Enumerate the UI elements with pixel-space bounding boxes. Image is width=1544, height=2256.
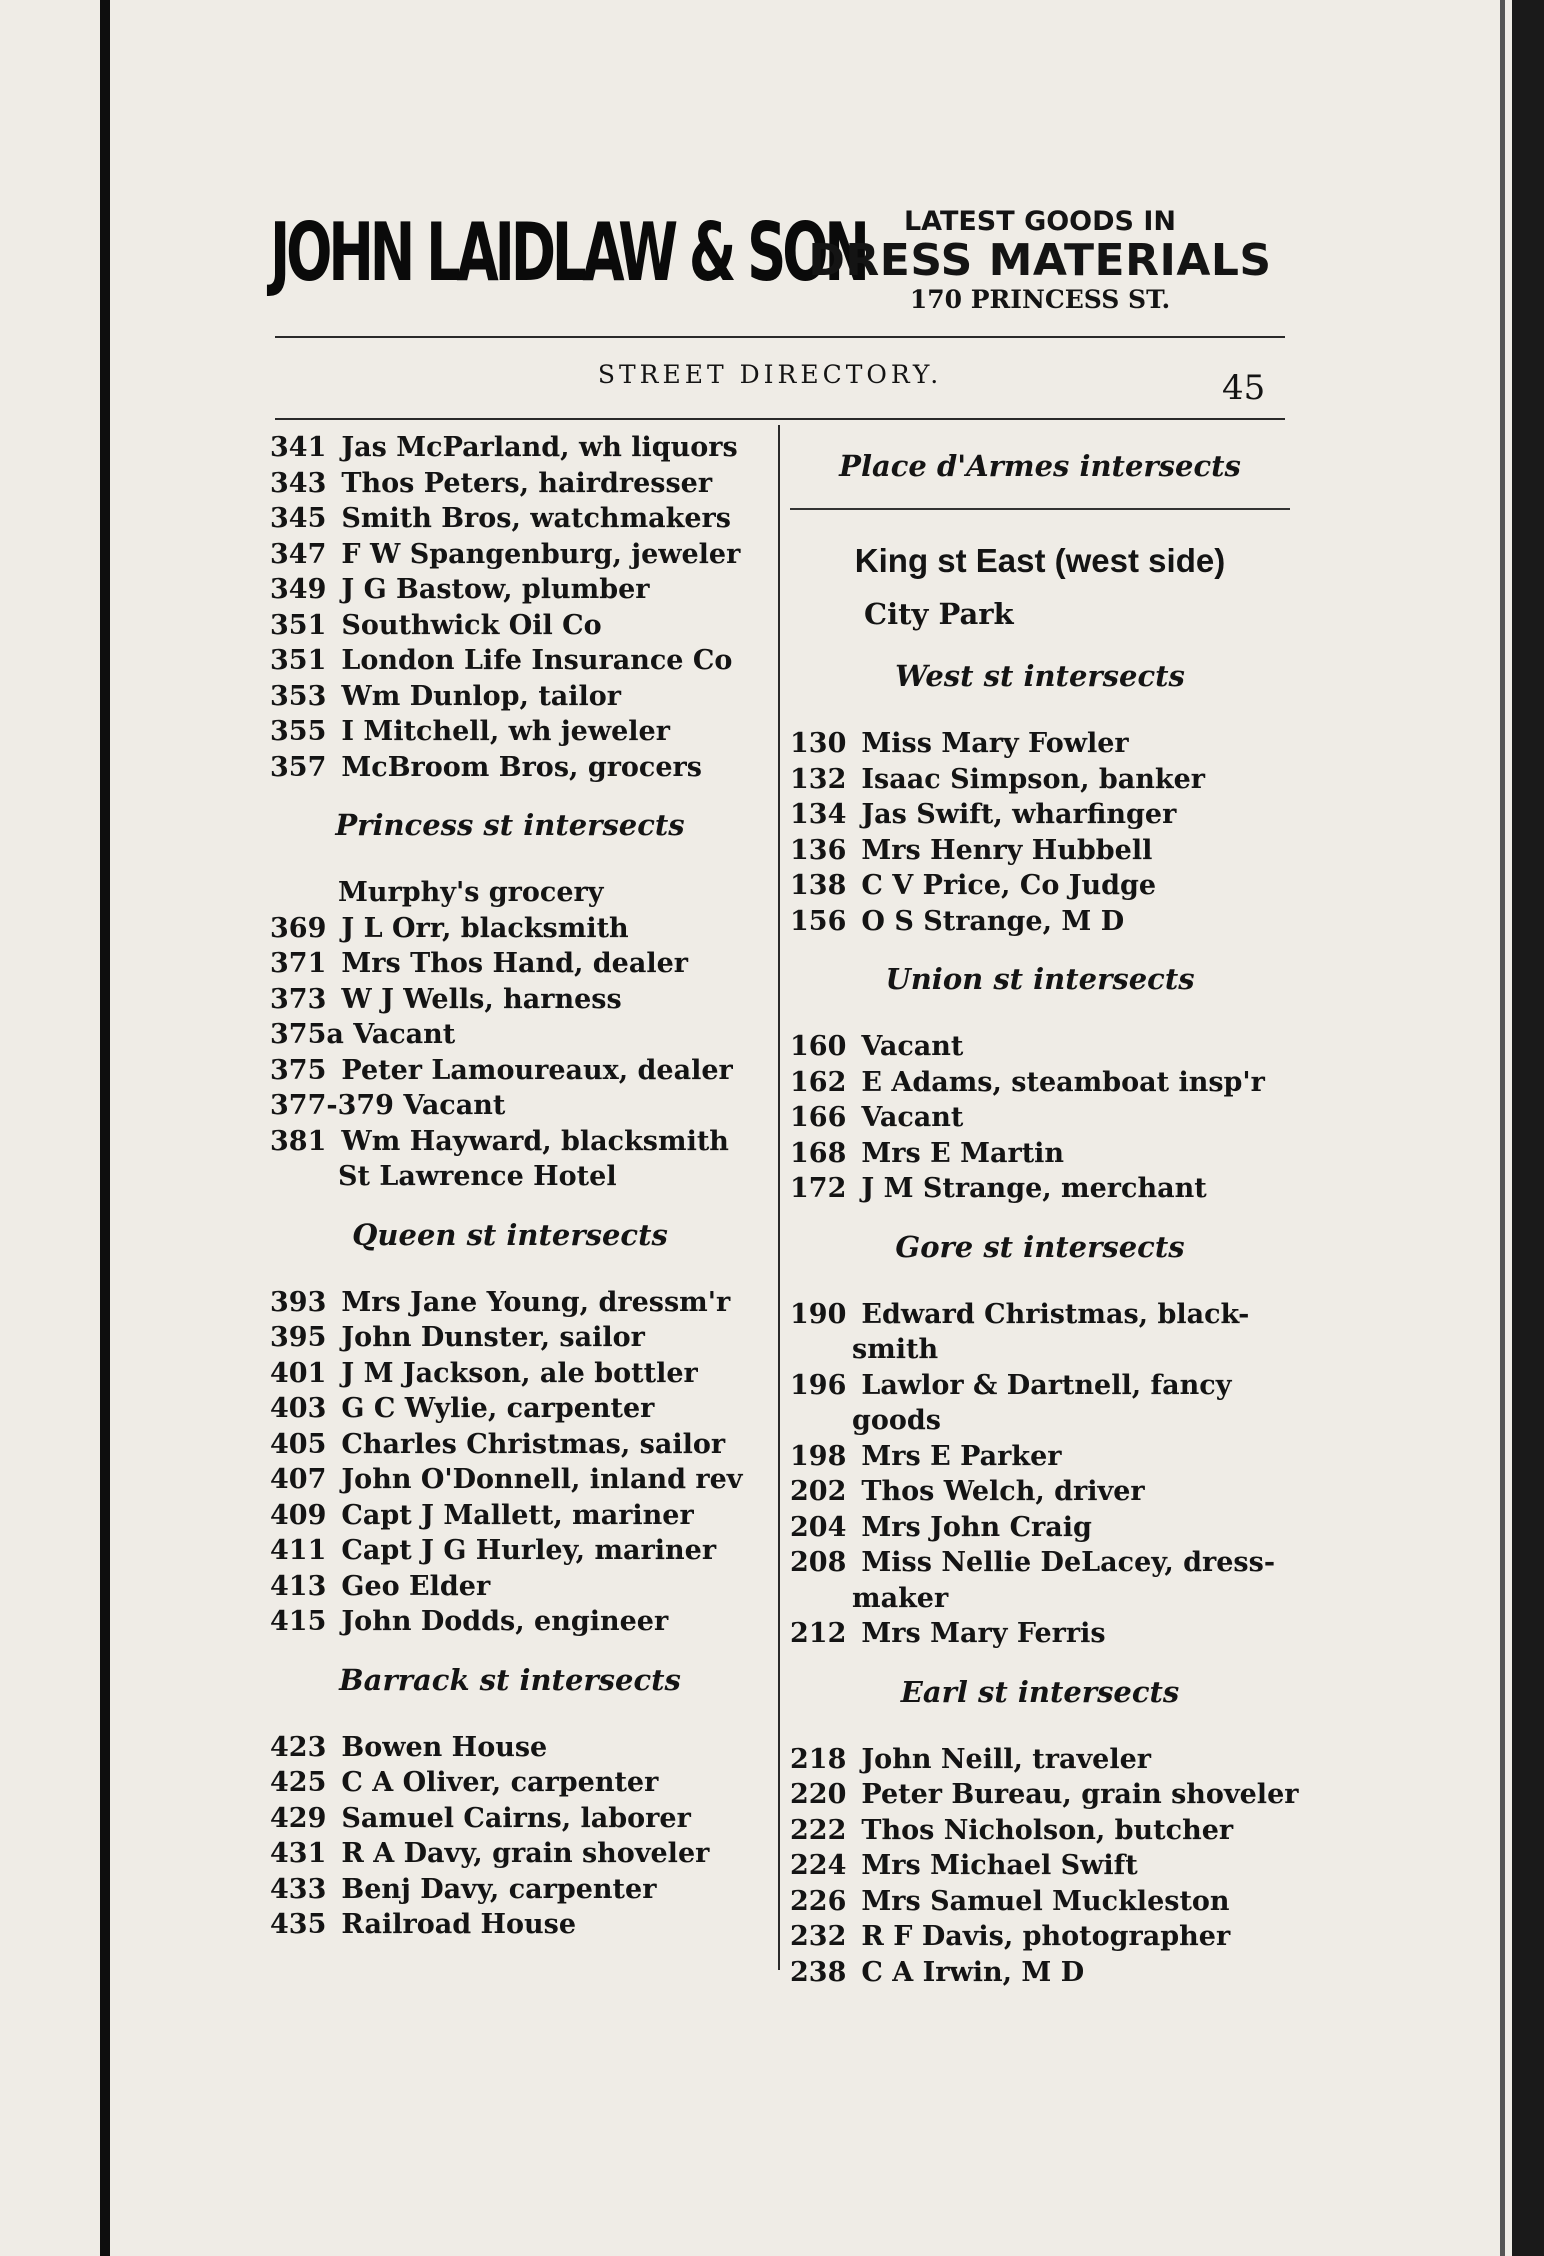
house-number: 138	[790, 870, 847, 901]
resident-name-continued: goods	[852, 1405, 941, 1436]
house-number: 132	[790, 763, 847, 795]
house-number: 353	[270, 680, 327, 712]
directory-entry	[790, 1100, 1290, 1136]
directory-entry	[790, 726, 1290, 762]
directory-entry-unnumbered: St Lawrence Hotel	[338, 1161, 617, 1192]
resident-name: Geo Elder	[341, 1570, 491, 1602]
advertisement-headline: DRESS MATERIALS	[808, 235, 1272, 286]
directory-entry	[270, 572, 750, 608]
resident-name: E Adams, steamboat insp'r	[861, 1066, 1265, 1098]
resident-name: Samuel Cairns, laborer	[341, 1802, 691, 1834]
house-number: 162	[790, 1066, 847, 1098]
house-number: 341	[270, 432, 327, 463]
directory-entry	[790, 1029, 1290, 1065]
resident-name: Thos Peters, hairdresser	[341, 467, 713, 499]
cross-street-heading: West st intersects	[895, 659, 1185, 693]
directory-entry	[270, 1498, 750, 1534]
house-number: 238	[790, 1956, 847, 1988]
house-number: 435	[270, 1909, 327, 1940]
directory-column-left	[270, 430, 750, 1943]
directory-entry	[270, 1088, 750, 1124]
resident-name: Capt J Mallett, mariner	[341, 1499, 694, 1531]
resident-name-continued: smith	[852, 1334, 939, 1365]
house-number: 351	[270, 609, 327, 641]
directory-entry	[270, 982, 750, 1018]
directory-entry	[270, 1604, 750, 1640]
resident-name: Mrs E Parker	[861, 1440, 1062, 1472]
directory-entry	[270, 1836, 750, 1872]
resident-name: Mrs Michael Swift	[861, 1850, 1138, 1881]
directory-entry	[270, 946, 750, 982]
house-number: 373	[270, 983, 327, 1015]
resident-name: Mrs Henry Hubbell	[861, 834, 1153, 866]
directory-entry	[790, 1884, 1290, 1920]
directory-entry	[790, 904, 1290, 940]
resident-name: Thos Nicholson, butcher	[861, 1814, 1234, 1846]
resident-name: C V Price, Co Judge	[861, 870, 1157, 901]
house-number: 196	[790, 1369, 847, 1401]
resident-name: Mrs John Craig	[861, 1511, 1092, 1543]
directory-entry	[270, 608, 750, 644]
cross-street-heading: Princess st intersects	[335, 808, 685, 842]
house-number: 393	[270, 1286, 327, 1318]
house-number: 415	[270, 1606, 327, 1637]
directory-entry	[270, 1730, 750, 1766]
house-number: 407	[270, 1464, 327, 1495]
directory-entry	[790, 1474, 1290, 1510]
column-divider	[778, 425, 780, 1970]
directory-entry	[790, 1065, 1290, 1101]
house-number: 409	[270, 1499, 327, 1531]
house-number: 218	[790, 1743, 847, 1775]
directory-entry	[270, 1391, 750, 1427]
house-number: 413	[270, 1570, 327, 1602]
directory-entry	[790, 1777, 1299, 1813]
house-number: 224	[790, 1850, 847, 1881]
directory-entry	[790, 1171, 1290, 1207]
resident-name: Lawlor & Dartnell, fancy	[861, 1369, 1232, 1401]
advertisement-tagline: LATEST GOODS IN	[903, 206, 1177, 237]
house-number: 369	[270, 912, 327, 944]
header-rule-bottom	[275, 418, 1285, 420]
house-number: 425	[270, 1767, 327, 1798]
directory-column-right	[790, 430, 1299, 1990]
directory-entry	[270, 1427, 750, 1463]
directory-entry	[270, 1462, 750, 1498]
house-number: 403	[270, 1393, 327, 1424]
resident-name: G C Wylie, carpenter	[341, 1393, 655, 1424]
resident-name: Miss Nellie DeLacey, dress-	[861, 1547, 1276, 1578]
resident-name: John Dunster, sailor	[341, 1322, 645, 1353]
resident-name: Peter Bureau, grain shoveler	[861, 1779, 1299, 1810]
cross-street-heading: Gore st intersects	[895, 1229, 1185, 1264]
house-number: 395	[270, 1322, 327, 1353]
advertiser-name: JOHN LAIDLAW & SON	[270, 206, 866, 299]
cross-street-heading: Queen st intersects	[352, 1217, 668, 1252]
resident-name-continued: maker	[852, 1582, 949, 1614]
resident-name: Southwick Oil Co	[341, 609, 602, 641]
house-number: 347	[270, 538, 327, 570]
directory-entry	[790, 1368, 1290, 1439]
resident-name: Vacant	[861, 1102, 964, 1133]
house-number: 349	[270, 574, 327, 605]
resident-name: Vacant	[861, 1031, 964, 1062]
directory-entry-unnumbered: City Park	[864, 597, 1014, 631]
resident-name: Mrs Jane Young, dressm'r	[341, 1286, 731, 1318]
directory-entry	[790, 868, 1290, 904]
resident-name: J L Orr, blacksmith	[341, 912, 629, 944]
advertisement-copy	[790, 205, 1290, 317]
resident-name: Wm Hayward, blacksmith	[341, 1125, 729, 1157]
resident-name: John Dodds, engineer	[341, 1606, 669, 1637]
house-number: 355	[270, 716, 327, 747]
directory-entry	[270, 1872, 750, 1908]
directory-entry	[270, 1533, 750, 1569]
house-number: 220	[790, 1779, 847, 1810]
directory-entry	[270, 1285, 750, 1321]
house-number: 375	[270, 1054, 327, 1086]
house-number: 431	[270, 1838, 327, 1869]
directory-entry	[270, 911, 750, 947]
resident-name: F W Spangenburg, jeweler	[341, 538, 741, 570]
directory-entry	[790, 1616, 1290, 1652]
directory-entry	[790, 833, 1290, 869]
directory-entry	[270, 537, 750, 573]
cross-street-heading: Union st intersects	[885, 962, 1195, 996]
house-number: 166	[790, 1102, 847, 1133]
resident-name: Railroad House	[341, 1909, 577, 1940]
running-head: STREET DIRECTORY.	[597, 360, 943, 389]
page-edge-shadow	[1500, 0, 1505, 2256]
resident-name: Thos Welch, driver	[861, 1476, 1145, 1507]
house-number: 172	[790, 1173, 847, 1204]
house-number: 190	[790, 1298, 847, 1330]
resident-name: O S Strange, M D	[861, 905, 1125, 937]
directory-entry	[790, 1848, 1290, 1884]
house-number: 433	[270, 1873, 327, 1905]
page-number: 45	[1222, 368, 1266, 408]
resident-name: Mrs Samuel Muckleston	[861, 1885, 1230, 1917]
resident-name: Benj Davy, carpenter	[341, 1873, 657, 1905]
resident-name: J M Jackson, ale bottler	[341, 1357, 698, 1389]
resident-name: Mrs E Martin	[861, 1137, 1065, 1169]
advertisement-banner	[270, 205, 1290, 325]
house-number: 156	[790, 905, 847, 937]
house-number: 208	[790, 1547, 847, 1578]
house-number: 377-379	[270, 1090, 394, 1121]
resident-name: Mrs Mary Ferris	[861, 1618, 1106, 1649]
resident-name: Capt J G Hurley, mariner	[341, 1535, 717, 1566]
resident-name: R A Davy, grain shoveler	[341, 1838, 710, 1869]
resident-name: W J Wells, harness	[341, 983, 622, 1015]
resident-name: C A Irwin, M D	[861, 1956, 1085, 1988]
resident-name: Peter Lamoureaux, dealer	[341, 1054, 733, 1086]
page-binding-edge-right	[1512, 0, 1544, 2256]
resident-name: Jas Swift, wharfinger	[861, 799, 1177, 830]
resident-name: Vacant	[353, 1019, 456, 1050]
header-rule-top	[275, 336, 1285, 338]
directory-entry	[270, 1017, 750, 1053]
directory-entry	[790, 762, 1290, 798]
resident-name: Charles Christmas, sailor	[341, 1428, 726, 1460]
resident-name: R F Davis, photographer	[861, 1921, 1231, 1952]
directory-entry	[790, 1955, 1290, 1991]
resident-name: I Mitchell, wh jeweler	[341, 716, 670, 747]
directory-entry	[270, 1907, 750, 1943]
house-number: 351	[270, 645, 327, 676]
resident-name: Wm Dunlop, tailor	[341, 680, 622, 712]
house-number: 168	[790, 1137, 847, 1169]
directory-entry	[270, 1801, 750, 1837]
house-number: 375a	[270, 1019, 344, 1050]
directory-entry	[270, 1356, 750, 1392]
house-number: 222	[790, 1814, 847, 1846]
directory-entry	[790, 1813, 1290, 1849]
directory-entry	[790, 1439, 1290, 1475]
house-number: 371	[270, 948, 327, 979]
house-number: 136	[790, 834, 847, 866]
house-number: 357	[270, 751, 327, 783]
resident-name: J G Bastow, plumber	[341, 574, 650, 605]
resident-name: Smith Bros, watchmakers	[341, 503, 731, 534]
resident-name: Jas McParland, wh liquors	[341, 432, 738, 463]
resident-name: Mrs Thos Hand, dealer	[341, 948, 688, 979]
directory-entry	[790, 1136, 1290, 1172]
directory-entry	[270, 679, 750, 715]
directory-entry	[790, 1545, 1290, 1616]
resident-name: London Life Insurance Co	[341, 645, 733, 676]
house-number: 226	[790, 1885, 847, 1917]
directory-entry	[790, 1510, 1290, 1546]
advertisement-address: 170 PRINCESS ST.	[909, 285, 1171, 314]
directory-entry	[270, 643, 750, 679]
house-number: 202	[790, 1476, 847, 1507]
directory-entry	[270, 1765, 750, 1801]
house-number: 429	[270, 1802, 327, 1834]
directory-entry	[270, 1053, 750, 1089]
cross-street-heading: Place d'Armes intersects	[839, 449, 1241, 483]
directory-entry	[790, 1297, 1290, 1368]
directory-entry	[270, 750, 750, 786]
directory-entry	[270, 466, 750, 502]
directory-entry	[270, 1320, 750, 1356]
house-number: 401	[270, 1357, 327, 1389]
resident-name: John O'Donnell, inland rev	[341, 1464, 743, 1495]
street-heading: King st East (west side)	[854, 542, 1226, 579]
resident-name: John Neill, traveler	[861, 1743, 1151, 1775]
house-number: 204	[790, 1511, 847, 1543]
house-number: 423	[270, 1731, 327, 1763]
directory-entry	[270, 430, 750, 466]
house-number: 411	[270, 1535, 327, 1566]
resident-name: Miss Mary Fowler	[861, 728, 1129, 759]
house-number: 405	[270, 1428, 327, 1460]
house-number: 345	[270, 503, 327, 534]
resident-name: Edward Christmas, black-	[861, 1298, 1250, 1330]
cross-street-heading: Earl st intersects	[900, 1674, 1180, 1709]
directory-entry	[270, 714, 750, 750]
resident-name: J M Strange, merchant	[861, 1173, 1207, 1204]
resident-name: McBroom Bros, grocers	[341, 751, 702, 783]
directory-entry-unnumbered: Murphy's grocery	[338, 877, 604, 908]
directory-entry	[790, 1919, 1290, 1955]
house-number: 198	[790, 1440, 847, 1472]
directory-entry	[790, 1742, 1290, 1778]
resident-name: Isaac Simpson, banker	[861, 763, 1206, 795]
cross-street-heading: Barrack st intersects	[339, 1662, 681, 1697]
house-number: 130	[790, 728, 847, 759]
house-number: 212	[790, 1618, 847, 1649]
house-number: 381	[270, 1125, 327, 1157]
directory-entry	[270, 1569, 750, 1605]
house-number: 160	[790, 1031, 847, 1062]
house-number: 343	[270, 467, 327, 499]
house-number: 232	[790, 1921, 847, 1952]
resident-name: Bowen House	[341, 1731, 548, 1763]
directory-entry	[270, 1124, 750, 1160]
resident-name: C A Oliver, carpenter	[341, 1767, 659, 1798]
section-rule	[790, 508, 1290, 510]
resident-name: Vacant	[403, 1090, 506, 1121]
page-binding-edge-left	[100, 0, 110, 2256]
directory-entry	[790, 797, 1290, 833]
directory-entry	[270, 501, 750, 537]
house-number: 134	[790, 799, 847, 830]
